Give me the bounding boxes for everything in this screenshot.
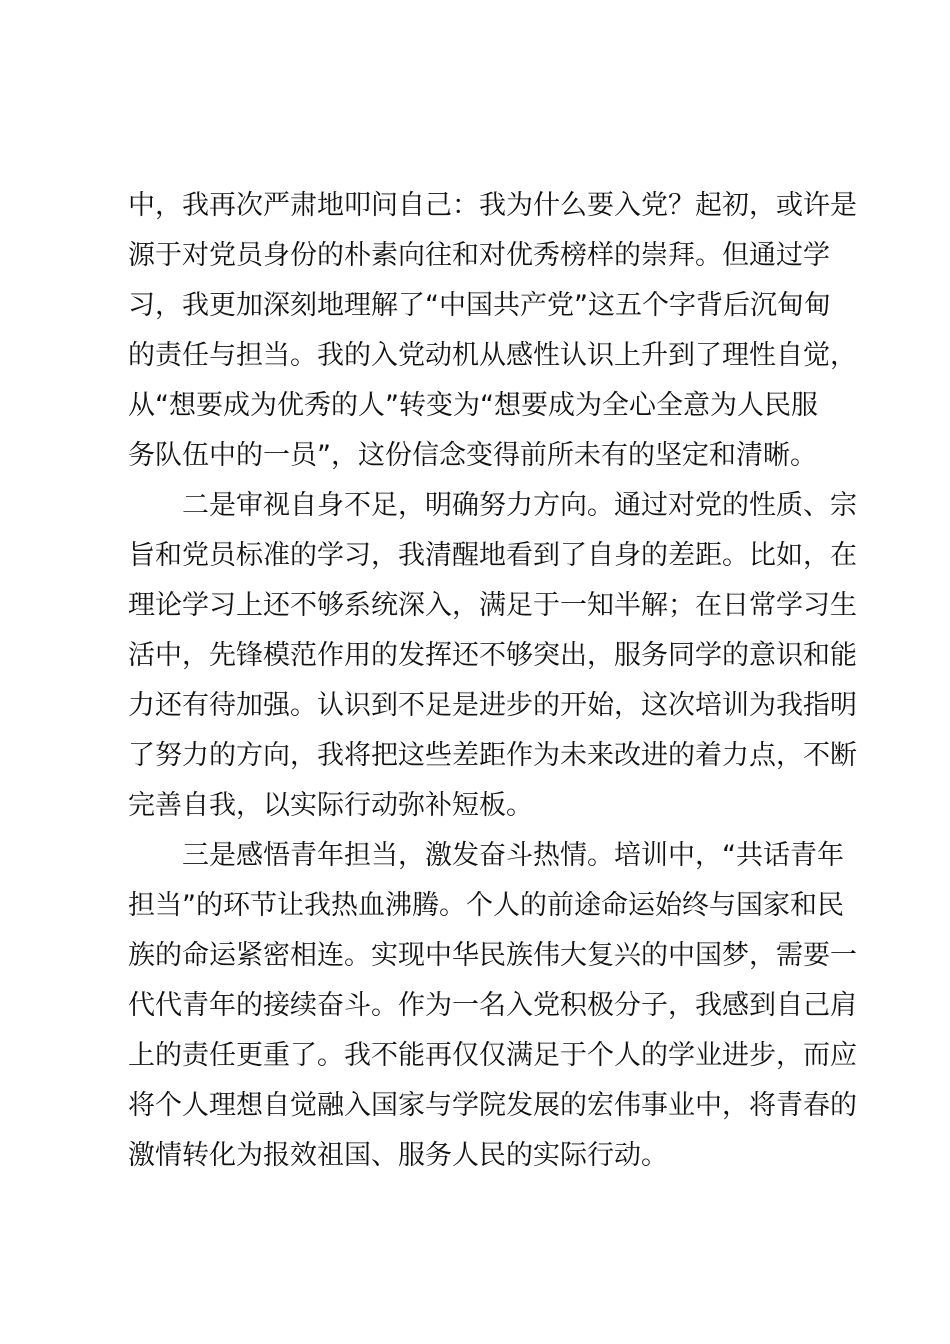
paragraph-line: 务队伍中的一员”，这份信念变得前所未有的坚定和清晰。 (128, 440, 817, 471)
paragraph-line: 代代青年的接续奋斗。作为一名入党积极分子，我感到自己肩 (128, 990, 857, 1021)
paragraph-line: 担当”的环节让我热血沸腾。个人的前途命运始终与国家和民 (128, 890, 844, 921)
paragraph-line: 将个人理想自觉融入国家与学院发展的宏伟事业中，将青春的 (128, 1090, 857, 1121)
paragraph-line: 旨和党员标准的学习，我清醒地看到了自身的差距。比如，在 (128, 540, 857, 571)
paragraph-line: 习，我更加深刻地理解了“中国共产党”这五个字背后沉甸甸 (128, 290, 831, 321)
paragraph-line: 力还有待加强。认识到不足是进步的开始，这次培训为我指明 (128, 690, 857, 721)
paragraph-line: 的责任与担当。我的入党动机从感性认识上升到了理性自觉， (128, 340, 857, 371)
paragraph-line: 中，我再次严肃地叩问自己：我为什么要入党？起初，或许是 (128, 190, 857, 221)
paragraph-line: 源于对党员身份的朴素向往和对优秀榜样的崇拜。但通过学 (128, 240, 830, 271)
paragraph-line: 上的责任更重了。我不能再仅仅满足于个人的学业进步，而应 (128, 1040, 857, 1071)
paragraph-2 (128, 481, 857, 831)
paragraph-line: 激情转化为报效祖国、服务人民的实际行动。 (128, 1140, 668, 1171)
paragraph-line: 活中，先锋模范作用的发挥还不够突出，服务同学的意识和能 (128, 640, 857, 671)
paragraph-line: 理论学习上还不够系统深入，满足于一知半解；在日常学习生 (128, 590, 857, 621)
paragraph-line: 从“想要成为优秀的人”转变为“想要成为全心全意为人民服 (128, 390, 818, 421)
paragraph-1 (128, 181, 857, 481)
paragraph-first-line: 三是感悟青年担当，激发奋斗热情。培训中，“共话青年 (182, 840, 844, 871)
document-body (128, 181, 857, 1181)
paragraph-line: 了努力的方向，我将把这些差距作为未来改进的着力点，不断 (128, 740, 857, 771)
paragraph-3 (128, 831, 857, 1181)
paragraph-first-line: 二是审视自身不足，明确努力方向。通过对党的性质、宗 (182, 490, 857, 521)
paragraph-line: 完善自我，以实际行动弥补短板。 (128, 790, 533, 821)
paragraph-line: 族的命运紧密相连。实现中华民族伟大复兴的中国梦，需要一 (128, 940, 857, 971)
